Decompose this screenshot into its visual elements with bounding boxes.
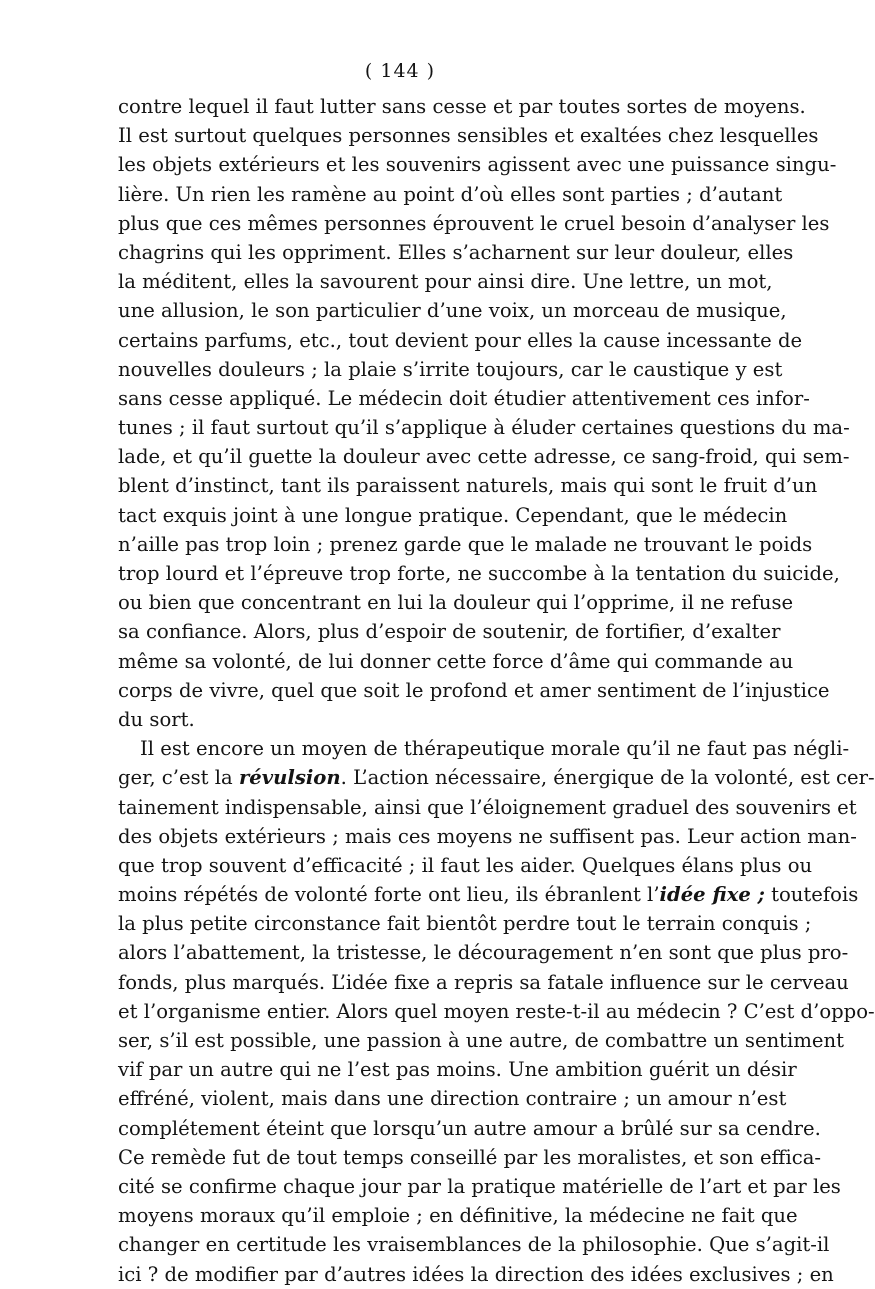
- text-line: n’aille pas trop loin ; prenez garde que le malade ne trouvant le poids: [118, 532, 813, 556]
- text-line: plus que ces mêmes personnes éprouvent le cruel besoin d’analyser les: [118, 211, 830, 235]
- text-line: complétement éteint que lorsqu’un autre amour a brûlé sur sa cendre.: [118, 1116, 821, 1140]
- text-line: blent d’instinct, tant ils paraissent naturels, mais qui sont le fruit d’un: [118, 474, 818, 498]
- text-line: [118, 880, 859, 909]
- text-segment: ger, c’est la: [118, 766, 239, 790]
- text-line: [118, 763, 875, 792]
- text-line: trop lourd et l’épreuve trop forte, ne succombe à la tentation du suicide,: [118, 562, 840, 585]
- text-line: la méditent, elles la savourent pour ainsi dire. Une lettre, un mot,: [118, 270, 773, 294]
- text-line: ser, s’il est possible, une passion à une autre, de combattre un sentiment: [118, 1029, 844, 1052]
- italic-term: idée fixe ;: [659, 883, 765, 907]
- text-line: certains parfums, etc., tout devient pour elles la cause incessante de: [118, 328, 803, 352]
- text-line: ou bien que concentrant en lui la douleur qui l’opprime, il ne refuse: [118, 591, 794, 615]
- text-line: corps de vivre, quel que soit le profond et amer sentiment de l’injustice: [118, 678, 830, 702]
- text-line: fonds, plus marqués. L’idée fixe a repris sa fatale influence sur le cerveau: [118, 970, 849, 994]
- text-line: tainement indispensable, ainsi que l’éloignement graduel des souvenirs et: [118, 795, 857, 819]
- text-line: Il est surtout quelques personnes sensibles et exaltées chez lesquelles: [118, 124, 819, 148]
- text-line: nouvelles douleurs ; la plaie s’irrite toujours, car le caustique y est: [118, 357, 783, 381]
- text-line: les objets extérieurs et les souvenirs agissent avec une puissance singu-: [118, 153, 837, 177]
- text-line: que trop souvent d’efficacité ; il faut les aider. Quelques élans plus ou: [118, 853, 813, 877]
- text-line: Ce remède fut de tout temps conseillé par les moralistes, et son effica-: [118, 1145, 822, 1169]
- text-line: tunes ; il faut surtout qu’il s’applique à éluder certaines questions du ma-: [118, 416, 850, 440]
- text-line: tact exquis joint à une longue pratique. Cependant, que le médecin: [118, 503, 788, 527]
- text-line: et l’organisme entier. Alors quel moyen reste-t-il au médecin ? C’est d’oppo-: [118, 999, 875, 1023]
- text-segment: moins répétés de volonté forte ont lieu, ils ébranlent l’: [118, 883, 660, 907]
- text-line: sans cesse appliqué. Le médecin doit étudier attentivement ces infor-: [118, 386, 810, 410]
- text-line: alors l’abattement, la tristesse, le découragement n’en sont que plus pro-: [118, 941, 849, 965]
- text-line: sa confiance. Alors, plus d’espoir de soutenir, de fortifier, d’exalter: [118, 620, 781, 644]
- text-line: la plus petite circonstance fait bientôt perdre tout le terrain conquis ;: [118, 912, 812, 936]
- text-line: chagrins qui les oppriment. Elles s’acharnent sur leur douleur, elles: [118, 240, 794, 264]
- page-number: ( 144 ): [364, 60, 436, 82]
- text-segment: toutefois: [764, 883, 859, 907]
- text-line: des objets extérieurs ; mais ces moyens ne suffisent pas. Leur action man-: [118, 824, 857, 848]
- italic-term: révulsion: [238, 766, 341, 790]
- text-line: changer en certitude les vraisemblances de la philosophie. Que s’agit-il: [118, 1233, 830, 1257]
- text-line: effréné, violent, mais dans une direction contraire ; un amour n’est: [118, 1087, 787, 1111]
- text-segment: . L’action nécessaire, énergique de la volonté, est cer-: [340, 766, 875, 790]
- text-line: contre lequel il faut lutter sans cesse et par toutes sortes de moyens.: [118, 95, 806, 118]
- text-line: lière. Un rien les ramène au point d’où elles sont parties ; d’autant: [118, 182, 783, 206]
- text-line: du sort.: [118, 707, 195, 731]
- text-line: ici ? de modifier par d’autres idées la direction des idées exclusives ; en: [118, 1262, 834, 1286]
- body-text: [118, 92, 875, 1289]
- text-line: moyens moraux qu’il emploie ; en définitive, la médecine ne fait que: [118, 1204, 798, 1228]
- text-line: cité se confirme chaque jour par la pratique matérielle de l’art et par les: [118, 1174, 841, 1198]
- text-line: une allusion, le son particulier d’une voix, un morceau de musique,: [118, 299, 787, 323]
- text-line: Il est encore un moyen de thérapeutique morale qu’il ne faut pas négli-: [140, 737, 850, 761]
- text-line: vif par un autre qui ne l’est pas moins. Une ambition guérit un désir: [118, 1058, 797, 1082]
- text-line: lade, et qu’il guette la douleur avec cette adresse, ce sang-froid, qui sem-: [118, 445, 850, 469]
- text-line: même sa volonté, de lui donner cette force d’âme qui commande au: [118, 649, 794, 673]
